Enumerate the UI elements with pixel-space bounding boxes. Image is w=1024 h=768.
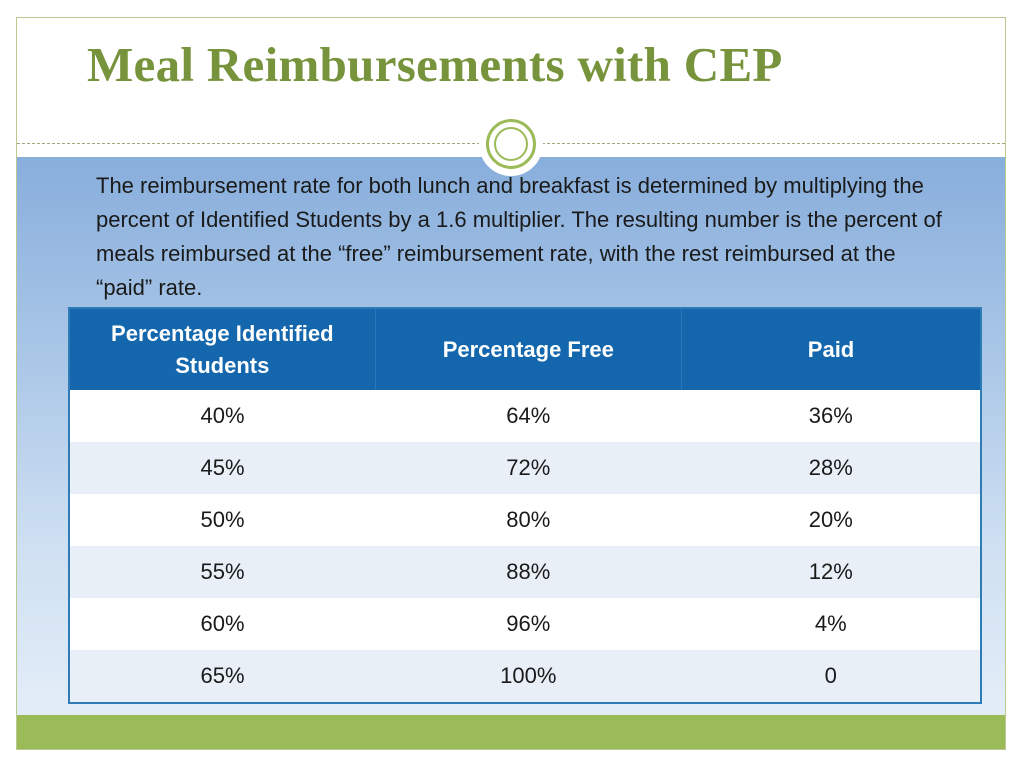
cell-identified: 55% bbox=[69, 546, 375, 598]
cell-paid: 12% bbox=[682, 546, 981, 598]
cell-paid: 4% bbox=[682, 598, 981, 650]
cell-identified: 50% bbox=[69, 494, 375, 546]
cell-identified: 60% bbox=[69, 598, 375, 650]
cell-free: 88% bbox=[375, 546, 681, 598]
footer-bar bbox=[17, 715, 1005, 749]
cell-free: 80% bbox=[375, 494, 681, 546]
cell-paid: 0 bbox=[682, 650, 981, 703]
table-row bbox=[69, 390, 981, 442]
table-row bbox=[69, 598, 981, 650]
cell-free: 64% bbox=[375, 390, 681, 442]
body-paragraph: The reimbursement rate for both lunch and breakfast is determined by multiplying the percent of Identified Students by a 1.6 multiplier. The resulting number is the percent of meals reimbursed at the “free” reimbursement rate, with the rest reimbursed at the “paid” rate. bbox=[96, 173, 942, 300]
cell-paid: 36% bbox=[682, 390, 981, 442]
header-percentage-free: Percentage Free bbox=[375, 308, 681, 390]
cell-paid: 20% bbox=[682, 494, 981, 546]
reimbursement-table bbox=[68, 307, 982, 704]
table-row bbox=[69, 546, 981, 598]
circle-emblem-icon bbox=[479, 112, 543, 176]
cell-identified: 45% bbox=[69, 442, 375, 494]
cell-identified: 65% bbox=[69, 650, 375, 703]
header-paid: Paid bbox=[682, 308, 981, 390]
cell-free: 100% bbox=[375, 650, 681, 703]
cell-free: 72% bbox=[375, 442, 681, 494]
emblem-outer-ring bbox=[486, 119, 536, 169]
table-header-row bbox=[69, 308, 981, 390]
table-row bbox=[69, 650, 981, 703]
slide-frame bbox=[16, 17, 1006, 750]
cell-identified: 40% bbox=[69, 390, 375, 442]
header-percentage-identified-students: Percentage Identified Students bbox=[69, 308, 375, 390]
slide-title: Meal Reimbursements with CEP bbox=[87, 37, 783, 92]
cell-paid: 28% bbox=[682, 442, 981, 494]
emblem-inner-ring bbox=[494, 127, 528, 161]
table-row bbox=[69, 442, 981, 494]
table-row bbox=[69, 494, 981, 546]
cell-free: 96% bbox=[375, 598, 681, 650]
